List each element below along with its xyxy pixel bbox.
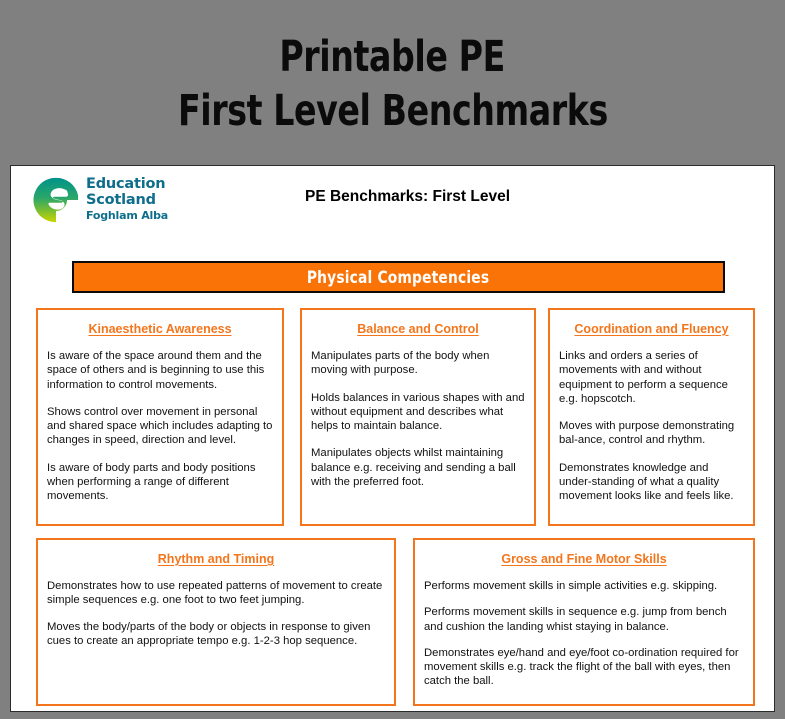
card-title: Kinaesthetic Awareness (88, 322, 232, 336)
card-paragraph: Performs movement skills in simple activities e.g. skipping. (424, 580, 718, 592)
section-banner-physical-competencies (72, 261, 725, 293)
card-paragraph: Shows control over movement in personal and shared space which includes adapting to changes in speed, direction and level. (47, 405, 273, 447)
poster-title-banner (0, 0, 785, 161)
logo-gaelic-strapline: Foghlam Alba (86, 209, 168, 222)
card-paragraph: Links and orders a series of movements with and without equipment to perform a sequence e.g. hopscotch. (559, 350, 728, 405)
card-paragraph: Manipulates parts of the body when moving with purpose. (311, 350, 490, 377)
document-header (11, 166, 774, 238)
section-banner-label: Physical Competencies (307, 267, 490, 287)
logo-word-education: Education (86, 176, 166, 192)
card-title: Coordination and Fluency (574, 322, 729, 336)
card-body (424, 579, 744, 689)
card-paragraph: Holds balances in various shapes with and without equipment and describes what helps to maintain balance. (311, 391, 525, 433)
benchmarks-document-page (10, 165, 775, 712)
benchmark-card-balance-and-control (300, 308, 536, 526)
benchmark-card-kinaesthetic-awareness (36, 308, 284, 526)
card-title: Balance and Control (357, 322, 479, 336)
card-body (311, 349, 525, 489)
card-body (47, 349, 273, 504)
card-paragraph: Moves with purpose demonstrating bal-ance, control and rhythm. (559, 420, 735, 447)
card-paragraph: Demonstrates eye/hand and eye/foot co-ordination required for movement skills e.g. track the flight of the ball with eyes, then catch the ball. (424, 646, 739, 688)
document-title: PE Benchmarks: First Level (304, 188, 511, 205)
card-paragraph: Demonstrates how to use repeated patterns of movement to create simple sequences e.g. one foot to two feet jumping. (47, 580, 383, 607)
benchmark-card-rhythm-and-timing (36, 538, 396, 706)
card-paragraph: Is aware of body parts and body positions when performing a range of different movements. (47, 461, 256, 503)
benchmark-card-coordination-and-fluency (548, 308, 755, 526)
poster-title-line-2: First Level Benchmarks (177, 85, 608, 136)
card-paragraph: Performs movement skills in sequence e.g. jump from bench and cushion the landing whist staying in balance. (424, 606, 727, 633)
card-paragraph: Manipulates objects whilst maintaining balance e.g. receiving and sending a ball with the preferred foot. (311, 447, 516, 489)
card-body (559, 349, 744, 504)
card-title: Gross and Fine Motor Skills (501, 552, 667, 566)
card-title: Rhythm and Timing (157, 552, 275, 566)
card-paragraph: Is aware of the space around them and the space of others and is beginning to use this information to control movements. (47, 350, 265, 391)
card-paragraph: Moves the body/parts of the body or objects in response to given cues to create an appropriate tempo e.g. 1-2-3 hop sequence. (47, 620, 371, 647)
logo-word-scotland: Scotland (86, 192, 156, 208)
card-paragraph: Demonstrates knowledge and under-standing of what a quality movement looks like and feels like. (559, 461, 734, 503)
benchmark-card-gross-and-fine-motor-skills (413, 538, 755, 706)
card-body (47, 579, 385, 648)
poster-title-line-1: Printable PE (279, 31, 506, 82)
